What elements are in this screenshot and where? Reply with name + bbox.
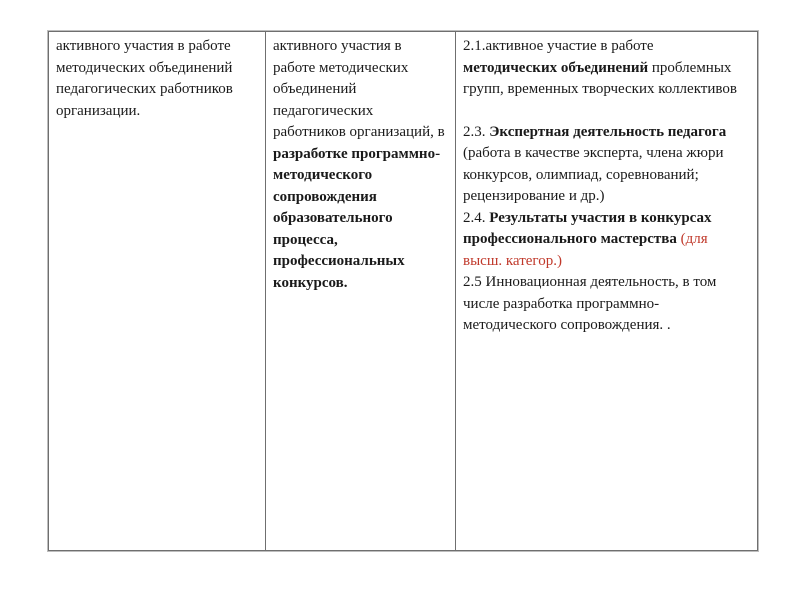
item-2-5: 2.5 Инновационная деятельность, в том числе разработка программно-методического сопровождения. . bbox=[463, 274, 717, 333]
col2-text-plain: активного участия в работе методических объединений педагогических работников организаций, в bbox=[273, 38, 445, 140]
item-2-1-bold: методических объединений bbox=[463, 59, 649, 76]
item-2-4-bold: Результаты участия в конкурсах профессионального мастерства bbox=[463, 209, 712, 247]
col1-text: активного участия в работе методических объединений педагогических работников организации. bbox=[56, 38, 233, 119]
table-cell-col1 bbox=[49, 32, 266, 551]
paragraph-gap bbox=[463, 101, 749, 122]
table-cell-col2 bbox=[266, 32, 456, 551]
item-2-4-note: (для высш. категор.) bbox=[463, 231, 708, 269]
table-row bbox=[49, 32, 758, 551]
item-2-4 bbox=[463, 208, 749, 273]
item-2-3-bold: Экспертная деятельность педагога bbox=[489, 123, 727, 140]
item-2-1-prefix: 2.1.активное участие в работе bbox=[463, 38, 654, 54]
item-2-4-number: 2.4. bbox=[463, 209, 490, 226]
criteria-table bbox=[48, 31, 758, 551]
item-2-3 bbox=[463, 122, 749, 208]
col2-text bbox=[273, 36, 447, 294]
item-2-3-number: 2.3. bbox=[463, 123, 490, 140]
table-cell-col3 bbox=[456, 32, 758, 551]
col2-text-bold: разработке программно-методического сопровождения образовательного процесса, профессиональных конкурсов. bbox=[273, 145, 441, 291]
item-2-1-suffix: проблемных групп, временных творческих коллективов bbox=[463, 59, 737, 97]
item-2-1 bbox=[463, 36, 749, 101]
item-2-3-rest: (работа в качестве эксперта, члена жюри конкурсов, олимпиад, соревнований; рецензирование и др.) bbox=[463, 145, 724, 204]
